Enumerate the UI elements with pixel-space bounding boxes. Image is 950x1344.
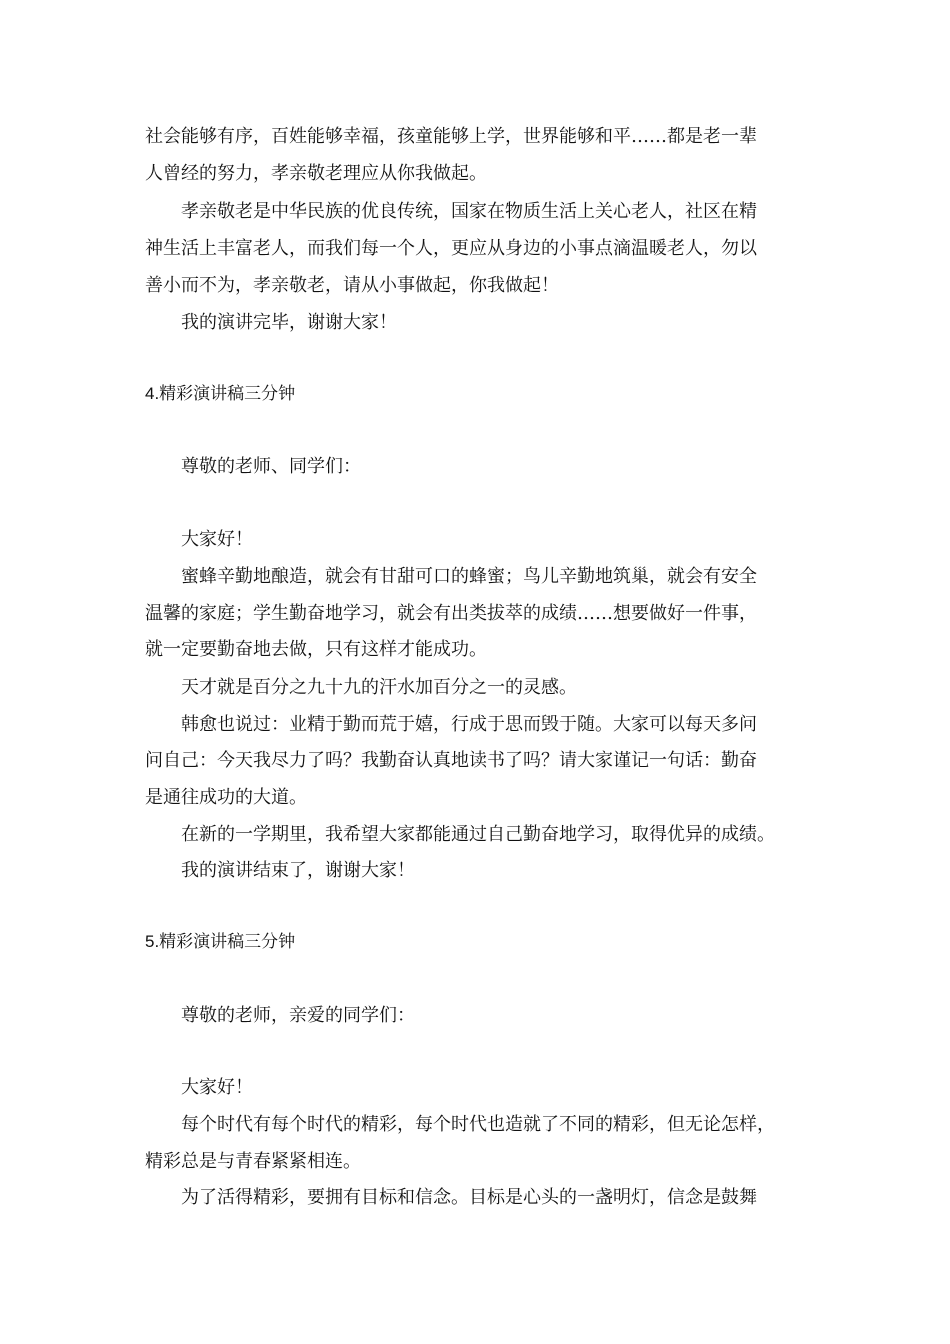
section-heading: 5.精彩演讲稿三分钟	[145, 932, 296, 951]
paragraph-line: 孝亲敬老是中华民族的优良传统，国家在物质生活上关心老人，社区在精	[181, 201, 757, 222]
paragraph-line: 是通往成功的大道。	[145, 787, 307, 808]
paragraph-line: 为了活得精彩，要拥有目标和信念。目标是心头的一盏明灯，信念是鼓舞	[181, 1187, 757, 1208]
paragraph-line: 精彩总是与青春紧紧相连。	[145, 1151, 361, 1172]
paragraph-line: 神生活上丰富老人，而我们每一个人，更应从身边的小事点滴温暖老人，勿以	[145, 238, 757, 259]
paragraph-line: 蜜蜂辛勤地酿造，就会有甘甜可口的蜂蜜；鸟儿辛勤地筑巢，就会有安全	[181, 566, 757, 587]
closing-text: 我的演讲完毕，谢谢大家！	[181, 312, 397, 333]
paragraph-line: 韩愈也说过：业精于勤而荒于嬉，行成于思而毁于随。大家可以每天多问	[181, 714, 757, 735]
salutation: 尊敬的老师，亲爱的同学们：	[181, 1005, 415, 1026]
closing-text: 我的演讲结束了，谢谢大家！	[181, 860, 415, 881]
paragraph-line: 社会能够有序，百姓能够幸福，孩童能够上学，世界能够和平……都是老一辈	[145, 126, 757, 147]
paragraph-line: 人曾经的努力，孝亲敬老理应从你我做起。	[145, 163, 487, 184]
greeting: 大家好！	[181, 1077, 253, 1098]
paragraph-line: 每个时代有每个时代的精彩，每个时代也造就了不同的精彩，但无论怎样，	[181, 1114, 775, 1135]
paragraph-line: 天才就是百分之九十九的汗水加百分之一的灵感。	[181, 677, 577, 698]
paragraph-line: 善小而不为，孝亲敬老，请从小事做起，你我做起！	[145, 275, 559, 296]
paragraph-line: 温馨的家庭；学生勤奋地学习，就会有出类拔萃的成绩……想要做好一件事，	[145, 603, 757, 624]
greeting: 大家好！	[181, 529, 253, 550]
paragraph-line: 在新的一学期里，我希望大家都能通过自己勤奋地学习，取得优异的成绩。	[181, 824, 775, 845]
section-heading: 4.精彩演讲稿三分钟	[145, 384, 296, 403]
paragraph-line: 问自己：今天我尽力了吗？我勤奋认真地读书了吗？请大家谨记一句话：勤奋	[145, 750, 757, 771]
salutation: 尊敬的老师、同学们：	[181, 456, 361, 477]
paragraph-line: 就一定要勤奋地去做，只有这样才能成功。	[145, 639, 487, 660]
